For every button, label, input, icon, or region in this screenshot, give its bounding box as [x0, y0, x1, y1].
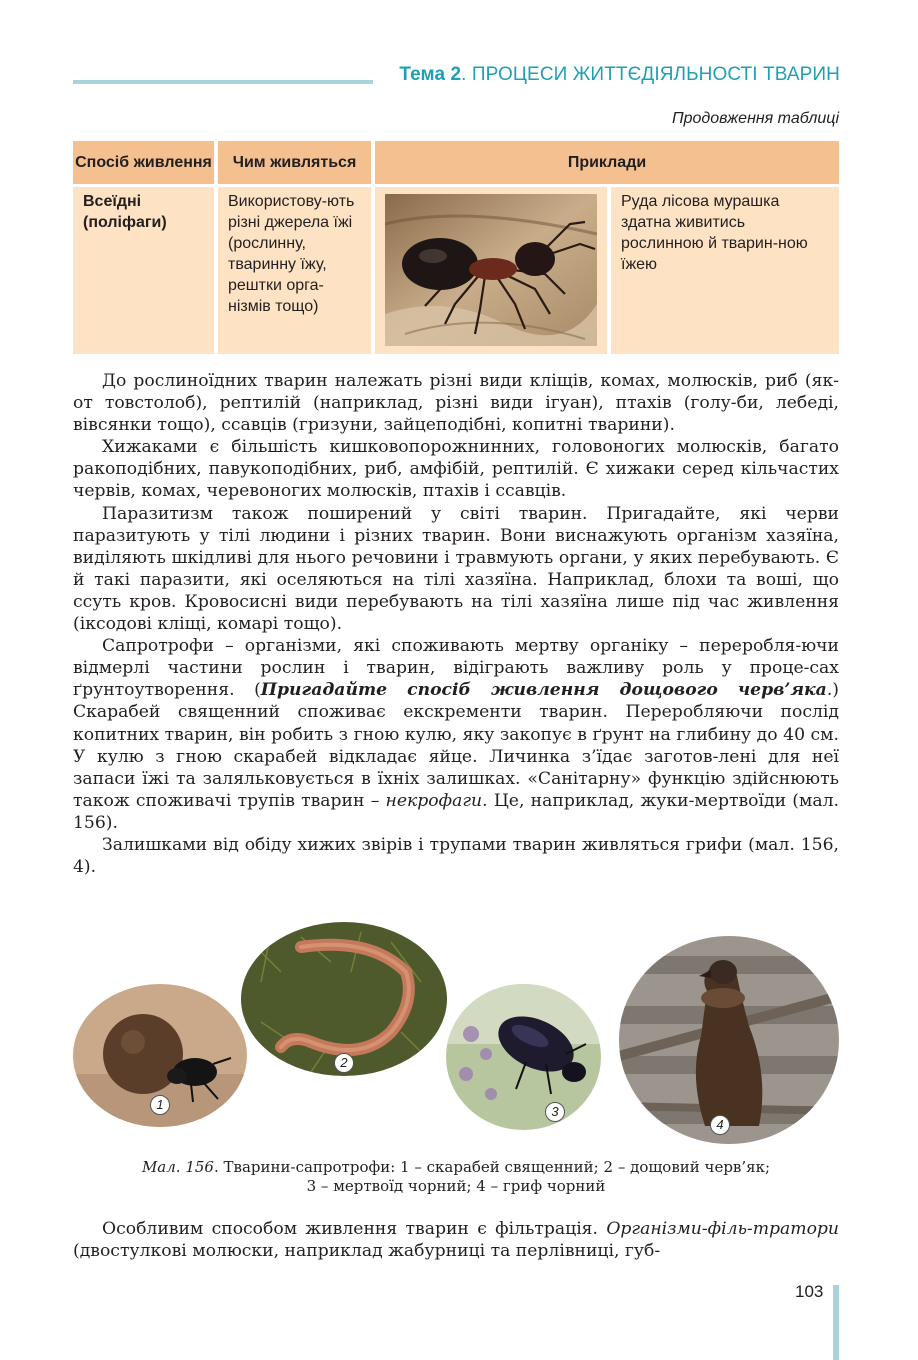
- body-text: [73, 370, 839, 878]
- table-header-type: Спосіб живлення: [73, 141, 214, 184]
- caption-line-2: 3 – мертвоїд чорний; 4 – гриф чорний: [306, 1177, 606, 1195]
- figure-label-3: 3: [545, 1102, 565, 1122]
- figure-156: [0, 920, 918, 1150]
- table-cell-example: Руда лісова мурашка здатна живитись рослинною й тварин-ною їжею: [611, 187, 839, 354]
- figure-label-2: 2: [334, 1053, 354, 1073]
- paragraph-vultures: Залишками від обіду хижих звірів і трупами тварин живляться грифи (мал. 156, 4).: [73, 834, 839, 878]
- red-wood-ant-photo: [385, 194, 597, 346]
- topic-number: Тема 2: [399, 64, 462, 85]
- topic-title: . ПРОЦЕСИ ЖИТТЄДІЯЛЬНОСТІ ТВАРИН: [461, 64, 840, 85]
- filtration-text-2: (двостулкові молюски, наприклад жабурниці та перлівниці, губ-: [73, 1241, 661, 1262]
- paragraph-parasites: Паразитизм також поширений у світі тварин. Пригадайте, які черви паразитують у тілі людини і різних тварин. Вони виснажують організм хазяїна, виділяють шкідливі для нього речовини і травмують органи, у яких перебувають. Є й такі паразити, які оселяються на тілі хазяїна. Наприклад, блохи та воші, що ссуть кров. Кровосисні види перебувають на тілі хазяїна лише під час живлення (іксодові кліщі, комарі тощо).: [73, 503, 839, 635]
- table-header-food: Чим живляться: [218, 141, 371, 184]
- caption-label: Мал. 156: [141, 1158, 214, 1176]
- saprotroph-text-2: .) Скарабей священний споживає екскременти тварин. Переробляючи послід копитних тварин, він робить з гною кулю, яку закопує в ґрунт на глибину до 40 см. У кулю з гною скарабей відкладає яйце. Личинка з’їдає заготов-лені для неї запаси їжі та заляльковується в їхніх залишках. «Санітарну» функцію здійснюють також споживачі трупів тварин –: [73, 680, 839, 811]
- feeding-table: [73, 141, 839, 354]
- table-header-examples: Приклади: [375, 141, 839, 184]
- paragraph-herbivores: До рослиноїдних тварин належать різні види кліщів, комах, молюсків, риб (як-от товстолоб), рептилій (наприклад, різні види ігуан), птахів (голу-би, лебеді, вівсянки тощо), ссавців (гризуни, зайцеподібні, копитні тварини).: [73, 371, 839, 436]
- paragraph-saprotrophs: [73, 635, 839, 834]
- caption-line-1: [73, 1158, 839, 1177]
- caption-text-1: . Тварини-сапротрофи: 1 – скарабей священний; 2 – дощовий черв’як;: [213, 1158, 771, 1176]
- page-number: 103: [795, 1282, 824, 1301]
- topic-header: [376, 64, 840, 86]
- vulture-photo: [619, 936, 839, 1144]
- filtration-text-1: Особливим способом живлення тварин є фільтрація.: [102, 1219, 607, 1239]
- figure-label-1: 1: [150, 1095, 170, 1115]
- saprotroph-italic-1: Пригадайте спосіб живлення дощового черв’яка: [260, 680, 827, 701]
- paragraph-filtration: [73, 1218, 839, 1262]
- page-edge-bar: [833, 1285, 839, 1360]
- saprotroph-italic-2: некрофаги: [385, 790, 483, 811]
- filtration-italic: Організми-філь-тратори: [606, 1219, 839, 1239]
- saprotroph-text-3: . Це, наприклад, жуки-мертвоїди (мал. 156).: [73, 790, 839, 833]
- body-text-continued: [73, 1218, 839, 1262]
- table-cell-photo: [375, 187, 607, 354]
- figure-label-4: 4: [710, 1115, 730, 1135]
- table-cell-type: Всеїдні (поліфаги): [73, 187, 214, 354]
- saprotroph-text-1: Сапротрофи – організми, які споживають мертву органіку – переробля-ючи відмерлі частини рослин і тварин, відіграють важливу роль у проце-сах ґрунтоутворення. (: [73, 636, 839, 701]
- paragraph-predators: Хижаками є більшість кишковопорожнинних, головоногих молюсків, багато ракоподібних, павукоподібних, риб, амфібій, рептилій. Є хижаки серед кільчастих червів, комах, черевоногих молюсків, птахів і ссавців.: [73, 437, 839, 502]
- figure-caption: [73, 1158, 839, 1196]
- table-cell-food: Використову-ють різні джерела їжі (рослинну, тваринну їжу, рештки орга-нізмів тощо): [218, 187, 371, 354]
- table-continuation-note: Продовження таблиці: [672, 110, 839, 127]
- carrion-beetle-photo: [446, 984, 601, 1130]
- header-rule: [73, 80, 373, 84]
